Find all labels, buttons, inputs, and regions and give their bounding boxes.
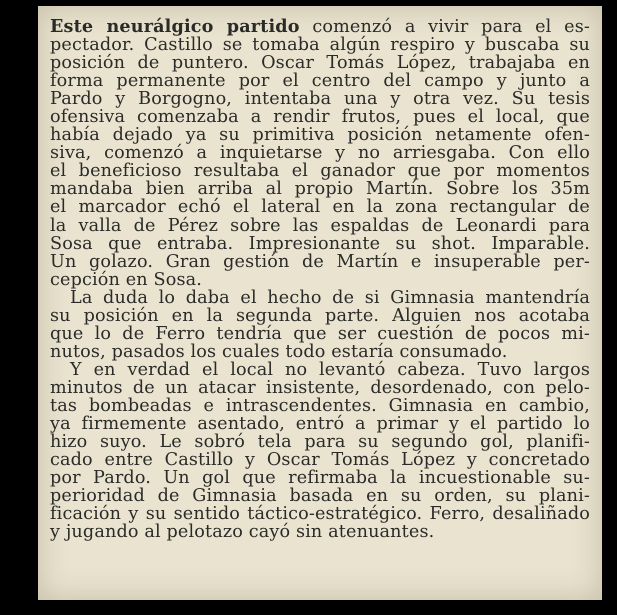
text-line: su posición en la segunda parte. Alguien nos acotaba xyxy=(50,305,590,326)
text-line: ficación y su sentido táctico-estratégico. Ferro, desaliñado xyxy=(50,504,590,525)
paragraph-2 xyxy=(50,289,590,361)
newspaper-clipping xyxy=(38,6,602,600)
text-line: por Pardo. Un gol que refirmaba la incuestionable su- xyxy=(50,468,590,489)
text-line: cado entre Castillo y Oscar Tomás López y concretado xyxy=(50,450,590,471)
text-line: y jugando al pelotazo cayó sin atenuantes. xyxy=(50,522,435,543)
text-line: Y en verdad el local no levantó cabeza. Tuvo largos xyxy=(70,359,590,380)
text-line: perioridad de Gimnasia basada en su orden, su plani- xyxy=(50,486,590,507)
text-line: había dejado ya su primitiva posición netamente ofen- xyxy=(50,125,590,146)
text-line: el beneficioso resultaba el ganador que por momentos xyxy=(50,161,590,182)
text-line: que lo de Ferro tendría que ser cuestión de pocos mi- xyxy=(50,323,590,344)
article-column xyxy=(50,18,590,541)
text-line: ya firmemente asentado, entró a primar y el partido lo xyxy=(50,414,590,435)
paragraph-3 xyxy=(50,361,590,541)
text-line: minutos de un atacar insistente, desordenado, con pelo- xyxy=(50,377,590,398)
text-line: tas bombeadas e intrascendentes. Gimnasia en cambio, xyxy=(50,395,590,416)
text-line: La duda lo daba el hecho de si Gimnasia mantendría xyxy=(70,287,590,308)
paragraph-1 xyxy=(50,18,590,289)
lead-in: Este neurálgico partido xyxy=(50,16,300,37)
text-line: ofensiva comenzaba a rendir frutos, pues el local, que xyxy=(50,107,590,128)
text-line: Este neurálgico partido comenzó a vivir para el es- xyxy=(50,16,590,37)
text-line: pectador. Castillo se tomaba algún respiro y buscaba su xyxy=(50,35,590,56)
text-line: Un golazo. Gran gestión de Martín e insuperable per- xyxy=(50,251,590,272)
text-line: cepción en Sosa. xyxy=(50,269,203,290)
text-line: nutos, pasados los cuales todo estaría consumado. xyxy=(50,341,508,362)
text-line: forma permanente por el centro del campo y junto a xyxy=(50,71,590,92)
text-line: Pardo y Borgogno, intentaba una y otra vez. Su tesis xyxy=(50,89,590,110)
text-line: siva, comenzó a inquietarse y no arriesgaba. Con ello xyxy=(50,143,590,164)
text-line: mandaba bien arriba al propio Martín. Sobre los 35m xyxy=(50,179,590,200)
text-line: Sosa que entraba. Impresionante su shot. Imparable. xyxy=(50,233,590,254)
text-line: posición de puntero. Oscar Tomás López, trabajaba en xyxy=(50,53,590,74)
text-line: el marcador echó el lateral en la zona rectangular de xyxy=(50,197,590,218)
text-line: hizo suyo. Le sobró tela para su segundo gol, planifi- xyxy=(50,432,590,453)
text-line: la valla de Pérez sobre las espaldas de Leonardi para xyxy=(50,215,590,236)
